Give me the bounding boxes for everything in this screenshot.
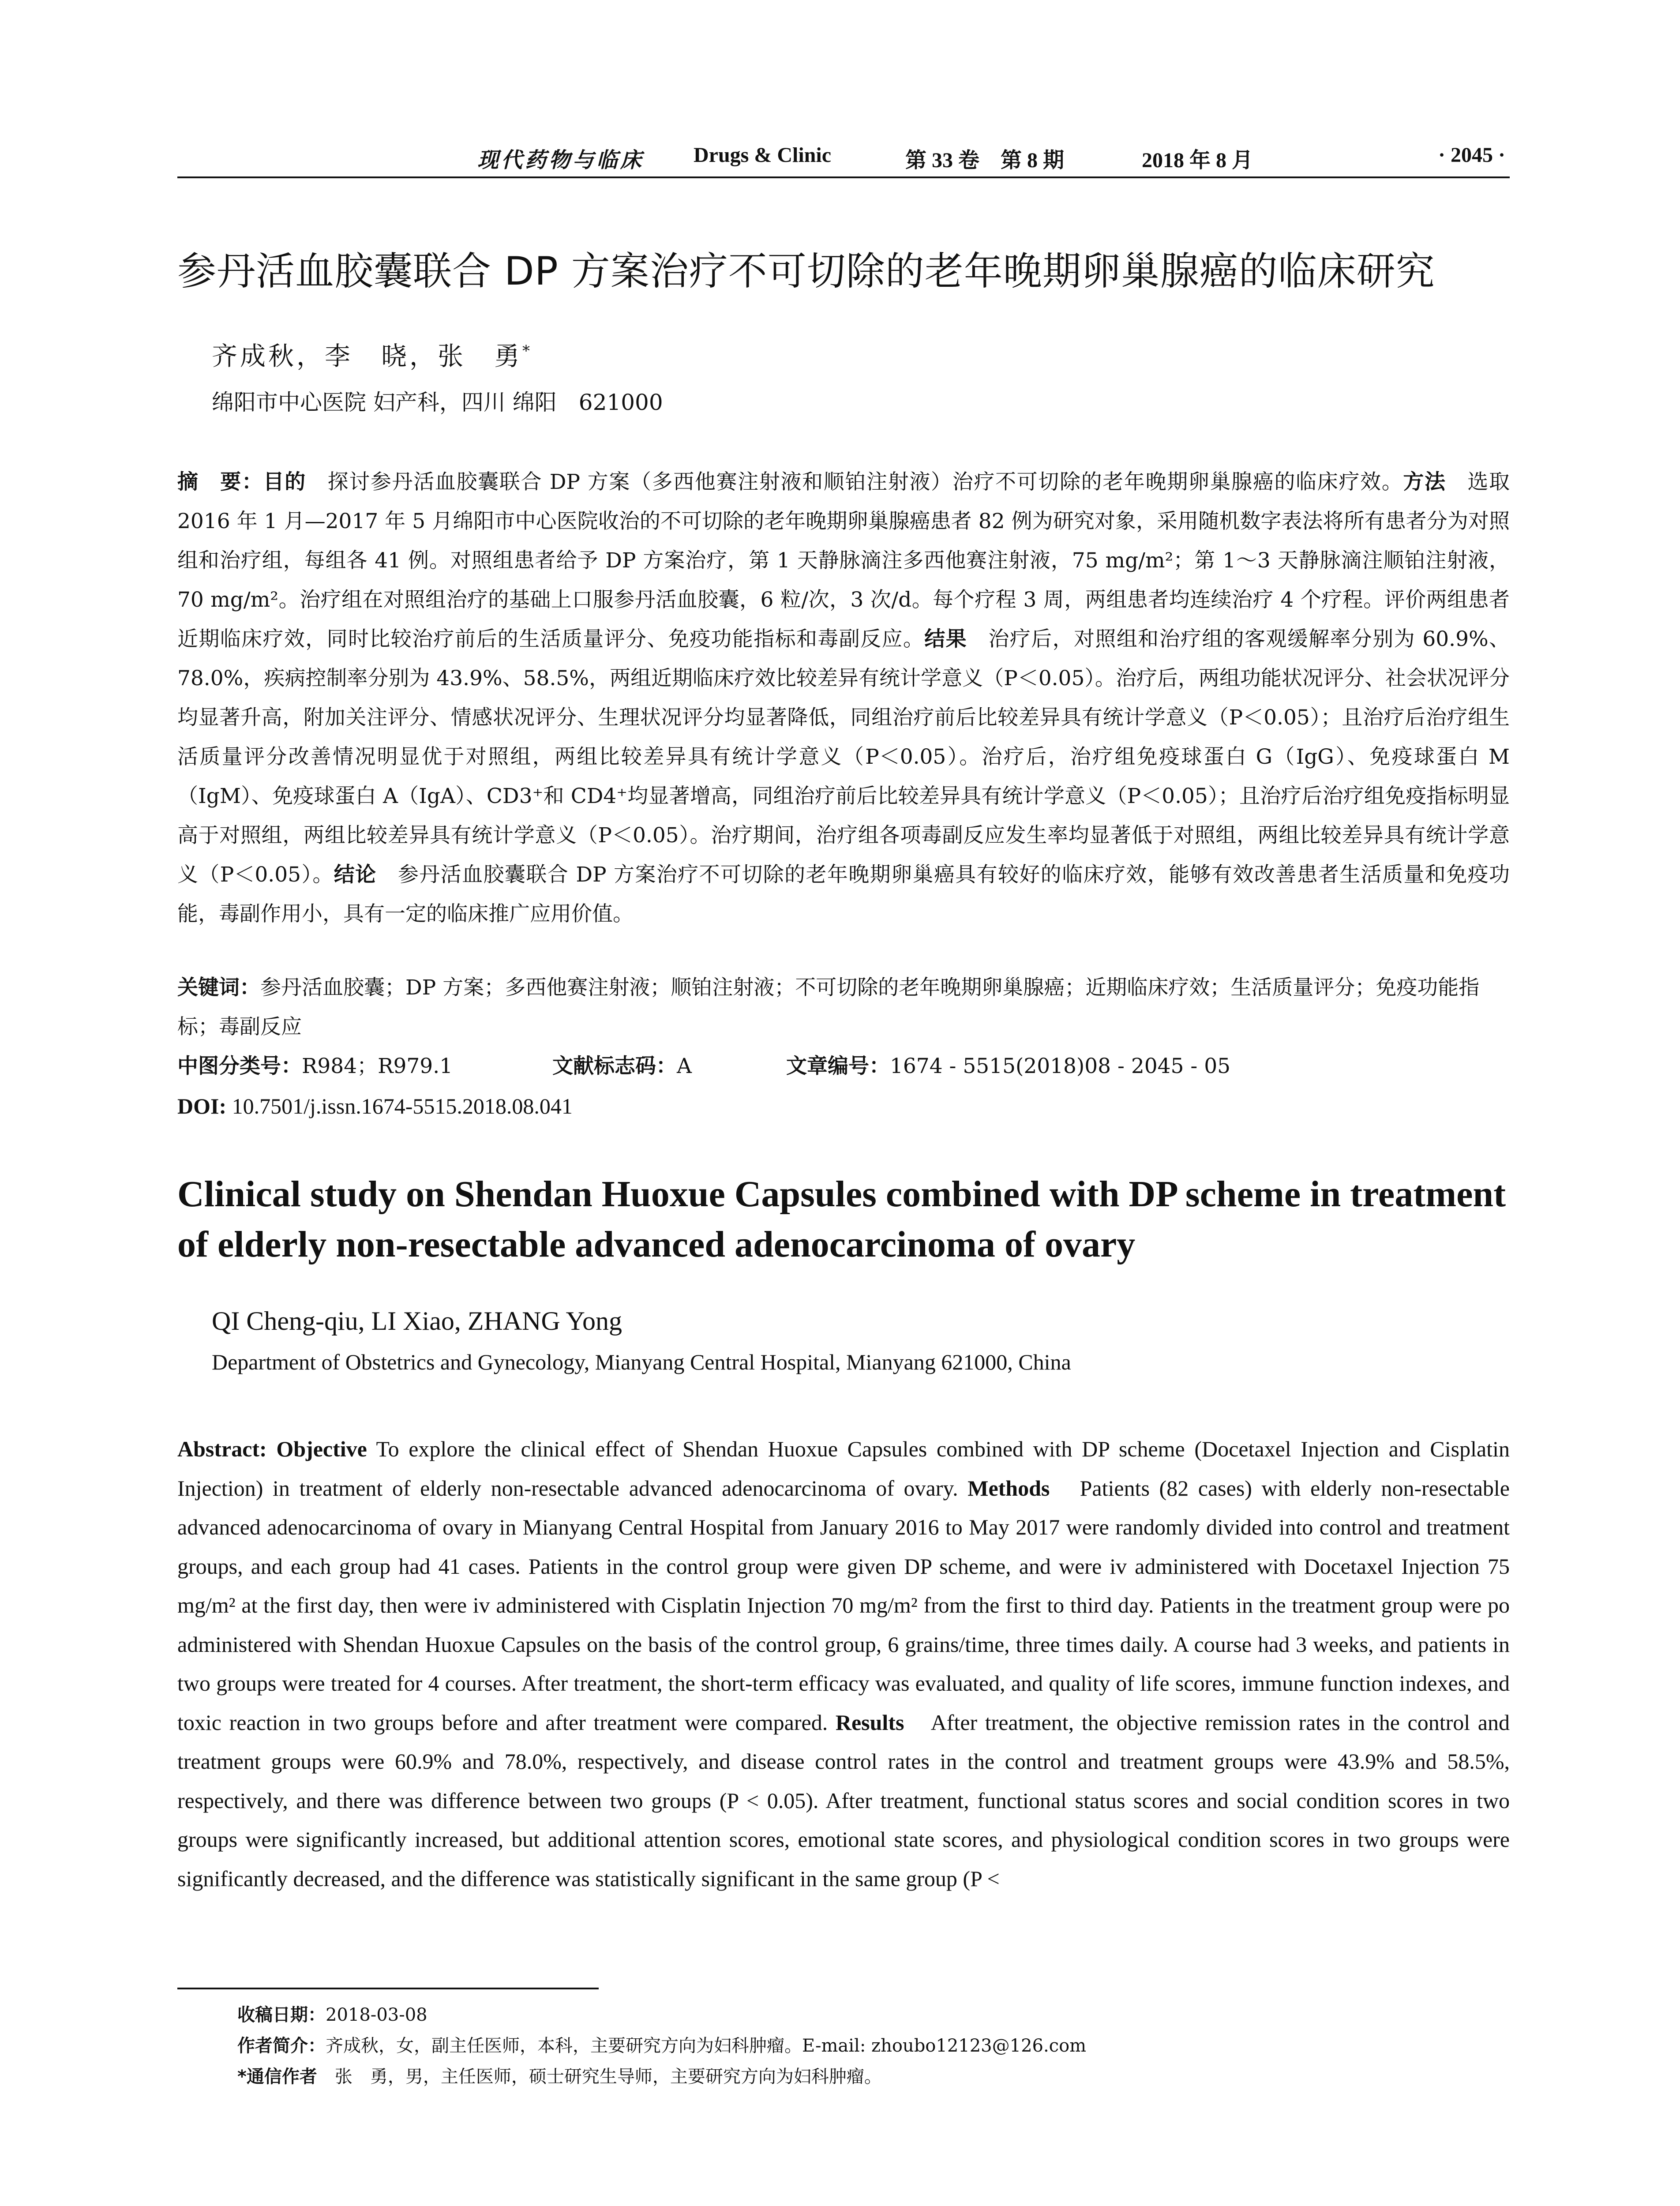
keywords-text: 参丹活血胶囊；DP 方案；多西他赛注射液；顺铂注射液；不可切除的老年晚期卵巢腺癌；近期临床疗效；生活质量评分；免疫功能指标；毒副反应 <box>177 975 1480 1039</box>
en-methods-text: Patients (82 cases) with elderly non-resectable advanced adenocarcinoma of ovary in Mianyang Central Hospital from January 2016 to May 2017 were randomly divided into control and treatment groups, and each group had 41 cases. Patients in the control group were given DP scheme, and were iv administered with Docetaxel Injection 75 mg/m² at the first day, then were iv administered with Cisplatin Injection 70 mg/m² from the first to third day. Patients in the treatment group were po administered with Shendan Huoxue Capsules on the basis of the control group, 6 grains/time, three times daily. A course had 3 weeks, and patients in two groups were treated for 4 courses. After treatment, the short-term efficacy was evaluated, and quality of life scores, immune function indexes, and toxic reaction in two groups before and after treatment were compared. <box>177 1475 1510 1735</box>
author-names: 齐成秋，李 晓，张 勇 <box>212 341 523 371</box>
methods-label: 方法 <box>1403 470 1446 494</box>
clc-value: R984；R979.1 <box>302 1054 453 1078</box>
conclusion-label: 结论 <box>334 863 377 887</box>
footnote-label: *通信作者 <box>237 2067 335 2087</box>
doc-code-label: 文献标志码： <box>552 1054 677 1078</box>
footnote-corresponding <box>237 2061 1510 2092</box>
chinese-abstract <box>177 462 1510 934</box>
doc-code-value: A <box>677 1054 692 1078</box>
running-header <box>177 140 1510 181</box>
conclusion-text: 参丹活血胶囊联合 DP 方案治疗不可切除的老年晚期卵巢癌具有较好的临床疗效，能够有效改善患者生活质量和免疫功能，毒副作用小，具有一定的临床推广应用价值。 <box>177 863 1510 926</box>
footnote-text: 2018-03-08 <box>326 2005 428 2025</box>
chinese-keywords <box>177 968 1510 1047</box>
en-abstract-label: Abstract: <box>177 1437 267 1461</box>
issue-date: 2018 年 8 月 <box>1142 149 1253 172</box>
keywords-label: 关键词： <box>177 975 260 1000</box>
en-objective-text: To explore the clinical effect of Shendan Huoxue Capsules combined with DP scheme (Docetaxel Injection and Cisplatin Injection) in treatment of elderly non-resectable advanced adenocarcinoma of ovary. <box>177 1437 1510 1501</box>
journal-name-cn: 现代药物与临床 <box>477 149 645 172</box>
methods-text: 选取 2016 年 1 月—2017 年 5 月绵阳市中心医院收治的不可切除的老年晚期卵巢腺癌患者 82 例为研究对象，采用随机数字表法将所有患者分为对照组和治疗组，每组各 41 例。对照组患者给予 DP 方案治疗，第 1 天静脉滴注多西他赛注射液，75 mg/m²；第 1～3 天静脉滴注顺铂注射液，70 mg/m²。治疗组在对照组治疗的基础上口服参丹活血胶囊，6 粒/次，3 次/d。每个疗程 3 周，两组患者均连续治疗 4 个疗程。评价两组患者近期临床疗效，同时比较治疗前后的生活质量评分、免疫功能指标和毒副反应。 <box>177 470 1510 651</box>
results-text: 治疗后，对照组和治疗组的客观缓解率分别为 60.9%、78.0%，疾病控制率分别为 43.9%、58.5%，两组近期临床疗效比较差异有统计学意义（P＜0.05）。治疗后，两组功能状况评分、社会状况评分均显著升高，附加关注评分、情感状况评分、生理状况评分均显著降低，同组治疗前后比较差异具有统计学意义（P＜0.05）；且治疗后治疗组生活质量评分改善情况明显优于对照组，两组比较差异具有统计学意义（P＜0.05）。治疗后，治疗组免疫球蛋白 G（IgG）、免疫球蛋白 M（IgM）、免疫球蛋白 A（IgA）、CD3⁺和 CD4⁺均显著增高，同组治疗前后比较差异具有统计学意义（P＜0.05）；且治疗后治疗组免疫指标明显高于对照组，两组比较差异具有统计学意义（P＜0.05）。治疗期间，治疗组各项毒副反应发生率均显著低于对照组，两组比较差异具有统计学意义（P＜0.05）。 <box>177 627 1510 887</box>
english-abstract <box>177 1429 1510 1898</box>
english-affiliation: Department of Obstetrics and Gynecology, Mianyang Central Hospital, Mianyang 621000, China <box>212 1350 1071 1374</box>
en-results-text: After treatment, the objective remission rates in the control and treatment groups were 60.9% and 78.0%, respectively, and disease control rates in the control and treatment groups were 43.9% and 58.5%, respectively, and there was difference between two groups (P < 0.05). After treatment, functional status scores and social condition scores in two groups were significantly increased, but additional attention scores, emotional state scores, and physiological condition scores in two groups were significantly decreased, and the difference was statistically significant in the same group (P < <box>177 1710 1510 1891</box>
objective-text: 探讨参丹活血胶囊联合 DP 方案（多西他赛注射液和顺铂注射液）治疗不可切除的老年晚期卵巢腺癌的临床疗效。 <box>306 470 1403 494</box>
objective-label: 目的 <box>263 470 306 494</box>
results-label: 结果 <box>924 627 968 651</box>
classification-line <box>177 1047 1510 1086</box>
header-rule <box>177 176 1510 178</box>
doi-value: 10.7501/j.issn.1674-5515.2018.08.041 <box>226 1094 573 1118</box>
doi-label: DOI: <box>177 1094 227 1118</box>
en-results-label: Results <box>835 1710 904 1735</box>
footnotes <box>237 2000 1510 2092</box>
chinese-affiliation: 绵阳市中心医院 妇产科，四川 绵阳 621000 <box>212 390 663 415</box>
clc-label: 中图分类号： <box>177 1054 302 1078</box>
footnote-text: 齐成秋，女，副主任医师，本科，主要研究方向为妇科肿瘤。E-mail: zhoubo12123@126.com <box>326 2036 1087 2056</box>
chinese-title: 参丹活血胶囊联合 DP 方案治疗不可切除的老年晚期卵巢腺癌的临床研究 <box>177 248 1435 294</box>
footnote-author-bio <box>237 2030 1510 2061</box>
article-no-value: 1674 - 5515(2018)08 - 2045 - 05 <box>890 1054 1231 1078</box>
english-title: Clinical study on Shendan Huoxue Capsules combined with DP scheme in treatment of elderly non-resectable advanced adenocarcinoma of ovary <box>177 1174 1506 1265</box>
abstract-label: 摘 要： <box>177 470 263 494</box>
doi-line <box>177 1087 573 1126</box>
en-methods-label: Methods <box>968 1475 1050 1501</box>
en-objective-label: Objective <box>276 1437 367 1461</box>
journal-name-en: Drugs & Clinic <box>694 143 831 167</box>
corresponding-mark: * <box>522 342 533 360</box>
footnote-label: 作者简介： <box>237 2036 326 2056</box>
footnote-text: 张 勇，男，主任医师，硕士研究生导师，主要研究方向为妇科肿瘤。 <box>334 2067 882 2087</box>
volume-issue: 第 33 卷 第 8 期 <box>905 149 1065 172</box>
english-authors: QI Cheng-qiu, LI Xiao, ZHANG Yong <box>212 1306 622 1336</box>
footnote-label: 收稿日期： <box>237 2005 326 2025</box>
page-number: · 2045 · <box>1438 143 1505 167</box>
chinese-authors <box>212 335 532 372</box>
footnote-rule <box>177 1988 599 1989</box>
footnote-received <box>237 2000 1510 2030</box>
article-no-label: 文章编号： <box>786 1054 890 1078</box>
